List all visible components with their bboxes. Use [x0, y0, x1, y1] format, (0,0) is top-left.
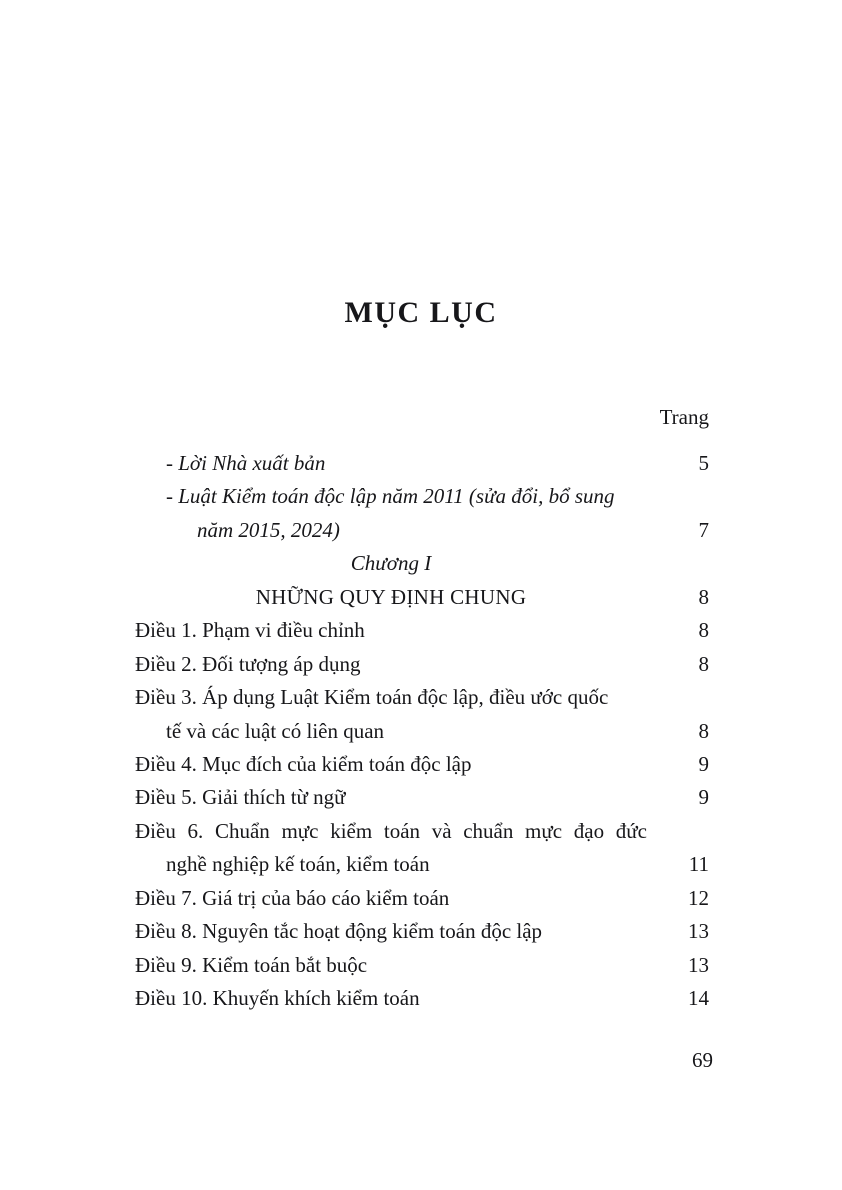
toc-item-continuation[interactable] — [135, 716, 713, 746]
toc-item-page: 8 — [698, 651, 709, 676]
toc-item[interactable] — [135, 782, 713, 812]
toc-item-continuation[interactable] — [135, 849, 713, 879]
toc-item-page: 13 — [688, 919, 709, 944]
toc-item[interactable] — [135, 682, 713, 712]
toc-item-label: Điều 1. Phạm vi điều chỉnh — [135, 618, 365, 643]
page-title: MỤC LỤC — [344, 296, 498, 329]
toc-item[interactable] — [135, 448, 713, 478]
toc-item[interactable] — [135, 649, 713, 679]
toc-item-label: Điều 4. Mục đích của kiểm toán độc lập — [135, 751, 472, 776]
toc-item-page: 9 — [698, 751, 709, 776]
toc-item-page: 8 — [698, 618, 709, 643]
toc-item-label: Điều 9. Kiểm toán bắt buộc — [135, 952, 368, 977]
toc-item-label: Điều 6. Chuẩn mực kiểm toán và chuẩn mực đạo đức — [135, 818, 647, 843]
toc-item-label: Điều 7. Giá trị của báo cáo kiểm toán — [135, 885, 450, 910]
toc-item[interactable] — [135, 816, 713, 846]
toc-item-label: - Luật Kiểm toán độc lập năm 2011 (sửa đổi, bổ sung — [166, 484, 615, 509]
toc-item[interactable] — [135, 749, 713, 779]
toc-item-page: 5 — [698, 451, 709, 475]
toc-item-page: 9 — [698, 785, 709, 810]
toc-item-page: 8 — [698, 584, 709, 609]
toc-item-label: - Lời Nhà xuất bản — [166, 451, 326, 475]
toc-item[interactable] — [135, 983, 713, 1013]
toc-item-label: Điều 2. Đối tượng áp dụng — [135, 651, 361, 676]
toc-chapter-label: Chương I — [350, 551, 432, 576]
toc-chapter-heading: NHỮNG QUY ĐỊNH CHUNG — [255, 584, 527, 609]
toc-item-page: 13 — [688, 952, 709, 977]
toc-item-page: 8 — [698, 718, 709, 743]
toc-item-label: Điều 3. Áp dụng Luật Kiểm toán độc lập, điều ước quốc — [135, 685, 609, 710]
table-of-contents — [135, 405, 713, 1016]
toc-item-label-line2: tế và các luật có liên quan — [166, 718, 385, 743]
toc-item-label: Điều 10. Khuyến khích kiểm toán — [135, 986, 420, 1010]
toc-item-page: 12 — [688, 885, 709, 910]
toc-item[interactable] — [135, 582, 713, 612]
toc-item[interactable] — [135, 883, 713, 913]
toc-item-label: Điều 5. Giải thích từ ngữ — [135, 785, 346, 810]
toc-item-label-line2: nghề nghiệp kế toán, kiểm toán — [166, 852, 430, 877]
toc-chapter-label-row — [135, 548, 713, 578]
toc-item-page: 7 — [698, 517, 709, 542]
toc-item[interactable] — [135, 615, 713, 645]
toc-item-label: Điều 8. Nguyên tắc hoạt động kiểm toán độc lập — [135, 919, 543, 944]
toc-item-label-line2: năm 2015, 2024) — [197, 517, 340, 542]
toc-item[interactable] — [135, 481, 713, 511]
toc-column-header: Trang — [659, 405, 709, 429]
toc-item-page: 14 — [688, 986, 709, 1010]
toc-item[interactable] — [135, 950, 713, 980]
toc-item[interactable] — [135, 916, 713, 946]
toc-item-continuation[interactable] — [135, 515, 713, 545]
toc-item-page: 11 — [688, 852, 709, 877]
page-folio: 69 — [692, 1048, 713, 1072]
